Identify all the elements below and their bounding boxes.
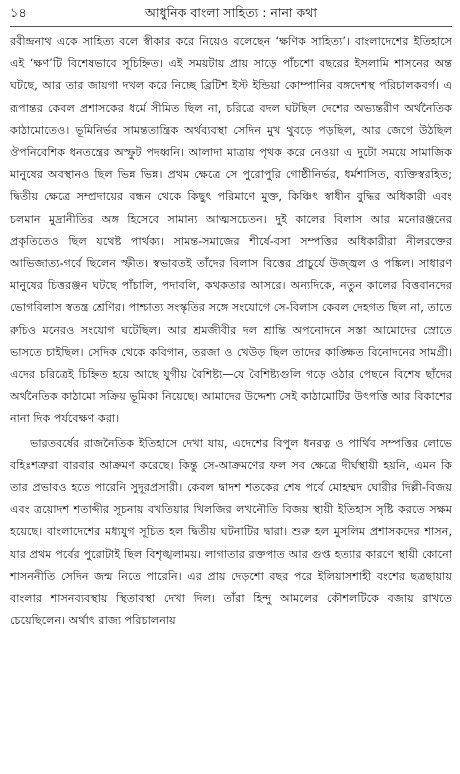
page-number: ১৪ [10, 6, 27, 21]
body-text [10, 31, 452, 632]
paragraph-2: ভারতবর্ষের রাজনৈতিক ইতিহাসে দেখা যায়, এদেশের বিপুল ধনরত্ন ও পার্থিব সম্পত্তির লোভে বহিঃশত্রুরা বারবার আক্রমণ করেছে। কিন্তু সে-আক্রমণের ফল সব ক্ষেত্রে দীর্ঘস্থায়ী হয়নি, এমন কি তার প্রভাবও হতে পারেনি সুদূরপ্রসারী। কেবল দ্বাদশ শতকের শেষ পর্বে মোহম্মদ ঘোরীর দিল্লী-বিজয় এবং ত্রয়োদশ শতাব্দীর সূচনায় বখতিয়ার খিলজির লখনৌতি বিজয় স্থায়ী ইতিহাস সৃষ্টি করতে সক্ষম হয়েছে। বাংলাদেশের মধ্যযুগ সূচিত হল দ্বিতীয় ঘটনাটির দ্বারা। শুরু হল মুসলিম প্রশাসকদের শাসন, যার প্রথম পর্বের পুরোটাই ছিল বিশৃঙ্খলাময়। লাগাতার রক্তপাত আর গুপ্ত হত্যার কারণে স্থায়ী কোনো শাসননীতি সেদিন জন্ম নিতে পারেনি। এর প্রায় দেড়শো বছর পরে ইলিয়াসশাহী বংশের ছত্রছায়ায় বাংলার শাসনব্যবস্থায় স্থিতাবস্থা দেখা দিল। তাঁরা হিন্দু আমলের কৌশলটিকে বজায় রাখতে চেয়েছিলেন। অর্থাৎ রাজ্য পরিচালনায় [10, 436, 452, 628]
page-header [10, 4, 452, 27]
paragraph-1: রবীন্দ্রনাথ একে সাহিত্য বলে স্বীকার করে নিয়েও বলেছেন ‘ক্ষণিক সাহিত্য’। বাংলাদেশের ইতিহাসে এই ‘ক্ষণ’টি বিশেষভাবে সূচিহ্নিত। এই সময়টায় প্রায় সাড়ে পাঁচশো বছরের ইসলামি শাসনের অন্ত ঘটছে, আর তার জায়গা দখল করে নিচ্ছে ব্রিটিশ ইস্ট ইন্ডিয়া কোম্পানির বঙ্গদেশস্থ পরিচালকবর্গ। এ রূপান্তর কেবল প্রশাসকের ধর্মে সীমিত ছিল না, চরিত্রে বদল ঘটছিল দেশের অভ্যন্তরীণ অর্থনৈতিক কাঠামোতেও। ভূমিনির্ভর সামন্ততান্ত্রিক অর্থব্যবস্থা সেদিন মুখ থুবড়ে পড়ছিল, আর জেগে উঠছিল ঔপনিবেশিক ধনতন্ত্রের অস্ফুট পদধ্বনি। আলাদা মাত্রায় পৃথক করে নেওয়া এ দুটো সময়ে সামাজিক মানুষের অবস্থানও ছিল ভিন্ন ভিন্ন। প্রথম ক্ষেত্রে সে পুরোপুরি গোষ্ঠীনির্ভর, ধর্মশাসিত, ব্যক্তিস্বরহিত; দ্বিতীয় ক্ষেত্রে সম্প্রদায়ের বন্ধন থেকে কিছুৎ পরিমাণে মুক্ত, কিঞ্চিৎ স্বাধীন বুদ্ধির অধিকারী এবং চলমান মুদ্রানীতির অঙ্গ হিসেবে সামান্য আত্মসচেতন। দুই কালের বিলাস আর মনোরঞ্জনের প্রকৃতিতেও ছিল যথেষ্ট পার্থক্য। সামন্ত-সমাজের শীর্ষে-বসা সম্পত্তির অধিকারীরা নীলরক্তের আভিজাত্য-গর্বে ছিলেন স্ফীত। স্বভাবতই তাঁদের বিলাস বিত্তের প্রাচুর্যে উজ্জ্বল ও পঙ্কিল। সাধারণ মানুষের চিত্তরঞ্জন ঘটছে পাঁচালি, পদাবলি, কথকতার আসরে। অন্যদিকে, নতুন কালের বিত্তবানদের ভোগবিলাস স্বতন্ত্র শ্রেণির। পাশ্চাত্য সংস্কৃতির সঙ্গে সংযোগে সে-বিলাস কেবল দেহগত ছিল না, তাতে রুচিও মনেরও সংযোগ ঘটেছিল। আর শ্রমজীবীর দল শ্রান্তি অপনোদনে সস্তা আমোদের স্রোতে ভাসতে চাইছিল। সেদিক থেকে কবিগান, তরজা ও খেউড় ছিল তাদের কাঙ্ক্ষিত বিনোদনের সামগ্রী। এদের চরিত্রেই চিহ্নিত হয়ে আছে যুগীয় বৈশিষ্ট্য—যে বৈশিষ্ট্যগুলি গড়ে ওঠার পেছনে বিশেষ ছাঁদের অর্থনৈতিক কাঠামো সক্রিয় ভূমিকা নিয়েছে। আমাদের উদ্দেশ্য সেই কাঠামোটির উৎপত্তি আর বিকাশের নানা দিক পর্যবেক্ষণ করা। [10, 35, 452, 426]
running-title: আধুনিক বাংলা সাহিত্য : নানা কথা [144, 5, 317, 20]
